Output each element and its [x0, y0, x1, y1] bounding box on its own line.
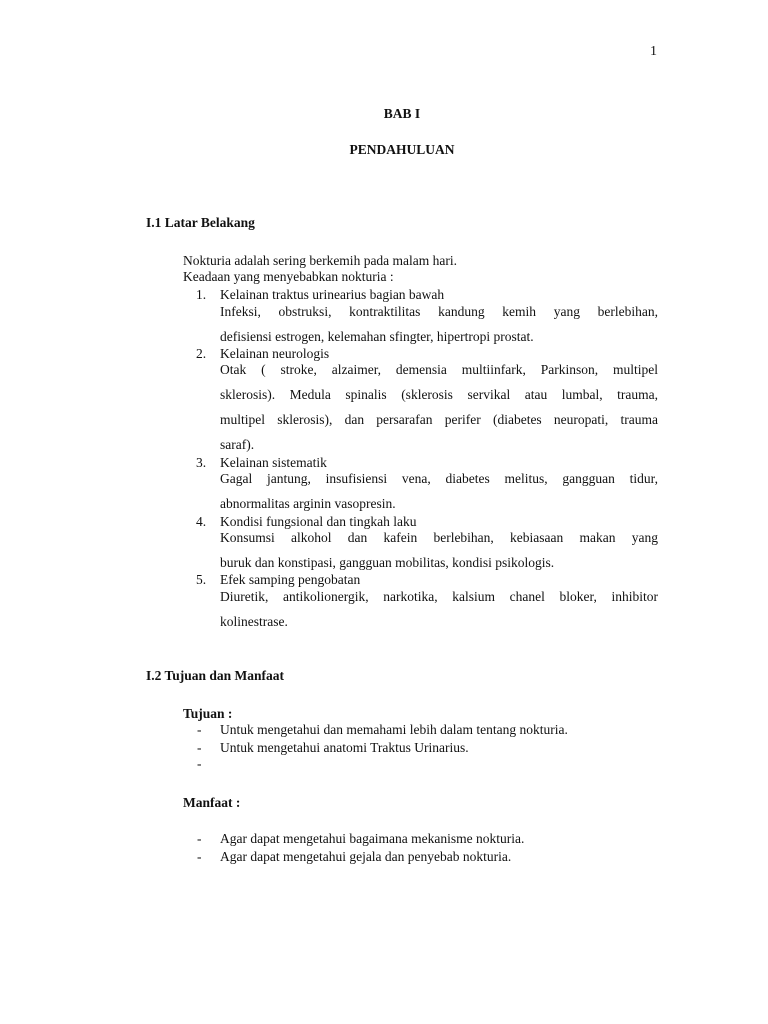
section-heading-latar-belakang: I.1 Latar Belakang [146, 215, 255, 230]
list-item-body-line: sklerosis). Medula spinalis (sklerosis servikal atau lumbal, trauma, [220, 387, 658, 402]
list-item-body-line: Infeksi, obstruksi, kontraktilitas kandung kemih yang berlebihan, [220, 304, 658, 319]
list-item-number: 4. [196, 514, 207, 529]
section-heading-tujuan-manfaat: I.2 Tujuan dan Manfaat [146, 668, 285, 683]
list-item-title: Efek samping pengobatan [220, 572, 361, 587]
list-item-number: 2. [196, 346, 207, 361]
list-item-body-line: abnormalitas arginin vasopresin. [220, 496, 396, 511]
tujuan-bullet: Untuk mengetahui dan memahami lebih dalam tentang nokturia. [220, 722, 568, 737]
list-item-title: Kondisi fungsional dan tingkah laku [220, 514, 417, 529]
tujuan-label: Tujuan : [183, 706, 233, 721]
list-item-body-line: Konsumsi alkohol dan kafein berlebihan, kebiasaan makan yang [220, 530, 658, 545]
tujuan-bullet: Untuk mengetahui anatomi Traktus Urinarius. [220, 740, 469, 755]
list-item-number: 5. [196, 572, 207, 587]
page-number: 1 [650, 44, 657, 59]
list-item-body-line: multipel sklerosis), dan persarafan perifer (diabetes neuropati, trauma [220, 412, 658, 427]
manfaat-label: Manfaat : [183, 795, 241, 810]
bullet-marker: - [197, 722, 202, 737]
manfaat-bullet: Agar dapat mengetahui gejala dan penyebab nokturia. [220, 849, 512, 864]
list-item-body-line: Otak ( stroke, alzaimer, demensia multiinfark, Parkinson, multipel [220, 362, 658, 377]
list-item-body-line: Diuretik, antikolionergik, narkotika, kalsium chanel bloker, inhibitor [220, 589, 658, 604]
list-item-number: 1. [196, 287, 207, 302]
list-item-body-line: defisiensi estrogen, kelemahan sfingter, hipertropi prostat. [220, 329, 534, 344]
bullet-marker: - [197, 756, 202, 771]
paragraph-line: Nokturia adalah sering berkemih pada malam hari. [183, 253, 458, 268]
list-item-body-line: buruk dan konstipasi, gangguan mobilitas, kondisi psikologis. [220, 555, 555, 570]
list-item-title: Kelainan sistematik [220, 455, 327, 470]
list-item-body-line: kolinestrase. [220, 614, 288, 629]
list-item-body-line: Gagal jantung, insufisiensi vena, diabetes melitus, gangguan tidur, [220, 471, 658, 486]
chapter-title: PENDAHULUAN [349, 142, 455, 157]
list-item-title: Kelainan neurologis [220, 346, 330, 361]
paragraph-line: Keadaan yang menyebabkan nokturia : [183, 269, 394, 284]
bullet-marker: - [197, 740, 202, 755]
chapter-label: BAB I [383, 106, 421, 121]
bullet-marker: - [197, 849, 202, 864]
bullet-marker: - [197, 831, 202, 846]
list-item-title: Kelainan traktus urinearius bagian bawah [220, 287, 445, 302]
list-item-body-line: saraf). [220, 437, 255, 452]
list-item-number: 3. [196, 455, 207, 470]
manfaat-bullet: Agar dapat mengetahui bagaimana mekanisme nokturia. [220, 831, 525, 846]
